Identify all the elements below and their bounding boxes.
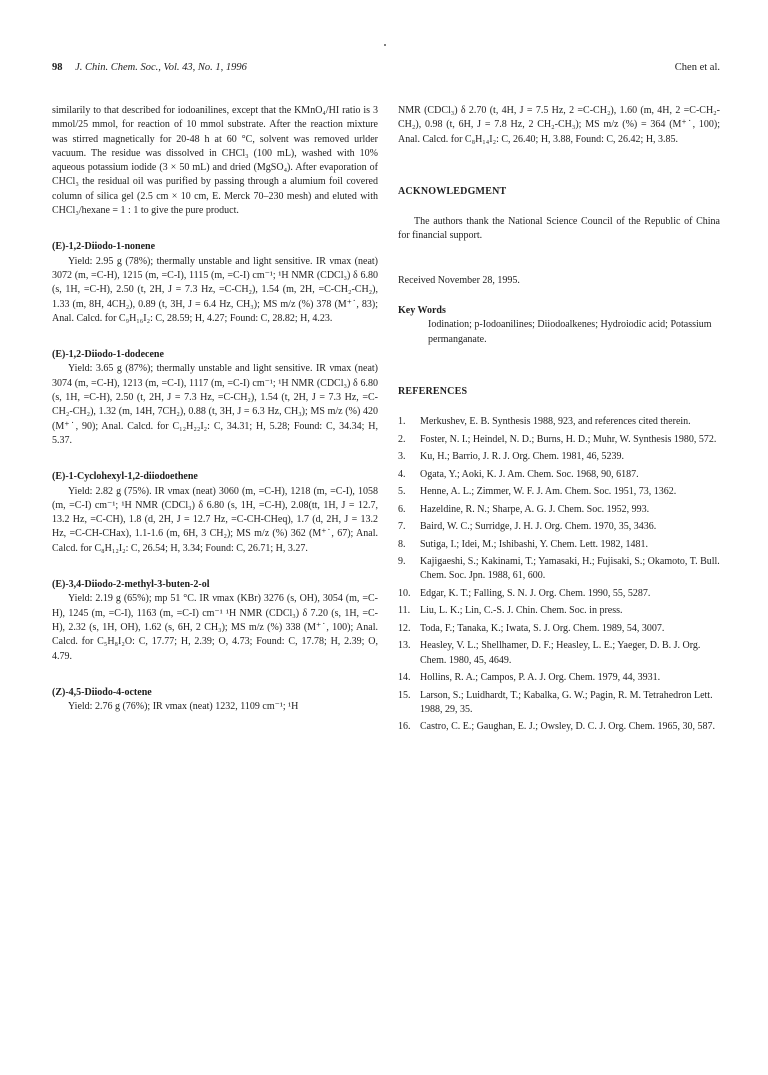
reference-item — [398, 520, 720, 534]
reference-number: 14. — [398, 672, 411, 684]
acknowledgment-heading: ACKNOWLEDGMENT — [398, 185, 507, 197]
reference-item — [398, 587, 720, 601]
compound-entry — [52, 240, 378, 326]
reference-number: 3. — [398, 451, 406, 463]
reference-text: Hazeldine, R. N.; Sharpe, A. G. J. Chem. Soc. 1952, 993. — [420, 503, 650, 515]
keywords-heading: Key Words — [398, 305, 446, 317]
reference-text: Baird, W. C.; Surridge, J. H. J. Org. Chem. 1970, 35, 3436. — [420, 521, 657, 533]
right-column — [398, 104, 720, 738]
reference-text: Sutiga, I.; Idei, M.; Ishibashi, Y. Chem. Lett. 1982, 1481. — [420, 538, 649, 550]
reference-text: Ogata, Y.; Aoki, K. J. Am. Chem. Soc. 1968, 90, 6187. — [420, 468, 639, 480]
reference-item — [398, 689, 720, 718]
compound-title: (E)-1,2-Diiodo-1-dodecene — [52, 349, 164, 361]
received-date: Received November 28, 1995. — [398, 274, 520, 286]
reference-number: 11. — [398, 605, 411, 617]
reference-number: 1. — [398, 416, 406, 428]
compound-title: (E)-1-Cyclohexyl-1,2-diiodoethene — [52, 471, 198, 483]
reference-text: Edgar, K. T.; Falling, S. N. J. Org. Chem. 1990, 55, 5287. — [420, 587, 651, 599]
compound-data-continued: NMR (CDCl₃) δ 2.70 (t, 4H, J = 7.5 Hz, 2 =C-CH₂), 1.60 (m, 4H, 2 =C-CH₂-CH₂), 0.98 (t, 6H, J = 7.8 Hz, 2 CH₂-CH₃); MS m/z (%) = 364 (M⁺˙, 100); Anal. Calcd. for C₈H₁₄I₂: C, 26.40; H, 3.88, Found: C, 26.42; H, 3.85. — [398, 105, 720, 145]
reference-text: Kajigaeshi, S.; Kakinami, T.; Yamasaki, H.; Fujisaki, S.; Okamoto, T. Bull. Chem. Soc. Jpn. 1988, 61, 600. — [420, 556, 720, 582]
reference-text: Castro, C. E.; Gaughan, E. J.; Owsley, D. C. J. Org. Chem. 1965, 30, 587. — [420, 721, 715, 733]
reference-number: 13. — [398, 640, 411, 652]
page-speck — [384, 44, 386, 46]
reference-number: 6. — [398, 503, 406, 515]
reference-text: Heasley, V. L.; Shellhamer, D. F.; Heasley, L. E.; Yaeger, D. B. J. Org. Chem. 1980, 45, 4649. — [420, 640, 701, 666]
compound-data: Yield: 2.76 g (76%); IR νmax (neat) 1232, 1109 cm⁻¹; ¹H — [68, 701, 299, 713]
compound-entry — [52, 578, 378, 664]
reference-item — [398, 485, 720, 499]
reference-item — [398, 622, 720, 636]
running-authors: Chen et al. — [674, 62, 720, 73]
reference-item — [398, 433, 720, 447]
references-heading: REFERENCES — [398, 385, 468, 397]
reference-number: 5. — [398, 486, 406, 498]
reference-item — [398, 671, 720, 685]
reference-item — [398, 415, 720, 429]
reference-number: 15. — [398, 689, 411, 701]
reference-item — [398, 720, 720, 734]
running-header — [52, 62, 720, 78]
reference-number: 2. — [398, 433, 406, 445]
compound-title: (E)-3,4-Diiodo-2-methyl-3-buten-2-ol — [52, 579, 210, 591]
reference-text: Toda, F.; Tanaka, K.; Iwata, S. J. Org. Chem. 1989, 54, 3007. — [420, 622, 665, 634]
compound-data: Yield: 3.65 g (87%); thermally unstable and light sensitive. IR νmax (neat) 3074 (m, =C-H), 1213 (m, =C-I), 1117 (m, =C-I) cm⁻¹; ¹H NMR (CDCl₃) δ 6.80 (s, 1H, =C-H), 2.50 (t, 2H, J = 7.3 Hz, =C-CH₂), 1.54 (t, 2H, J = 7.3 Hz, =C-CH₂-CH₂), 1.32 (m, 14H, 7CH₂), 0.88 (t, 3H, J = 6.3 Hz, CH₃); MS m/z (%) 420 (M⁺˙, 90); Anal. Calcd. for C₁₂H₂₂I₂: C, 34.31; H, 5.28; Found: C, 34.34; H, 5.37. — [52, 363, 378, 446]
compound-data: Yield: 2.95 g (78%); thermally unstable and light sensitive. IR νmax (neat) 3072 (m, =C-H), 1215 (m, =C-I), 1115 (m, =C-I) cm⁻¹; ¹H NMR (CDCl₃) δ 6.80 (s, 1H, =C-H), 2.50 (t, 2H, J = 7.3 Hz, =C-CH₂), 1.54 (m, 2H, =C-CH₂-CH₂), 1.33 (m, 8H, 4CH₂), 0.89 (t, 3H, J = 6.4 Hz, CH₃); MS m/z (%) 378 (M⁺˙, 83); Anal. Calcd. for C₉H₁₆I₂: C, 28.59; H, 4.27; Found: C, 28.82; H, 4.23. — [52, 255, 378, 324]
reference-text: Liu, L. K.; Lin, C.-S. J. Chin. Chem. Soc. in press. — [420, 605, 623, 617]
reference-item — [398, 468, 720, 482]
compound-entry — [52, 348, 378, 448]
reference-number: 10. — [398, 587, 411, 599]
reference-text: Merkushev, E. B. Synthesis 1988, 923, and references cited therein. — [420, 416, 691, 428]
procedure-paragraph: similarily to that described for iodoanilines, except that the KMnO₄/HI ratio is 3 mmol/25 mmol, for reaction of 10 mmol substrate. After the reaction mixture was stirred magnetically for 20-48 h at 60 °C, solvent was removed urlder vacuum. The residue was dissolved in CHCl₃ (100 mL), washed with 10% aqueous potassium iodide (3 × 50 mL) and dried (MgSO₄). After evaporation of CHCl₃ the residual oil was purified by passing through a alumium foil covered column of silica gel (2.5 cm × 10 cm, E. Merck 70–230 mesh) and eluted with CHCl₃/hexane = 1 : 1 to give the pure product. — [52, 105, 378, 217]
acknowledgment-text: The authors thank the National Science Council of the Republic of China for financial support. — [398, 216, 720, 242]
reference-item — [398, 503, 720, 517]
reference-text: Ku, H.; Barrio, J. R. J. Org. Chem. 1981, 46, 5239. — [420, 451, 624, 463]
reference-item — [398, 555, 720, 584]
reference-number: 16. — [398, 721, 411, 733]
compound-title: (E)-1,2-Diiodo-1-nonene — [52, 241, 156, 253]
references-list — [398, 415, 720, 734]
left-column — [52, 104, 378, 714]
reference-item — [398, 639, 720, 668]
page-number: 98 — [52, 62, 63, 73]
reference-number: 4. — [398, 468, 406, 480]
reference-number: 9. — [398, 556, 406, 568]
keywords-list: Iodination; p-Iodoanilines; Diiodoalkenes; Hydroiodic acid; Potassium permanganate. — [428, 319, 712, 345]
reference-text: Larson, S.; Luidhardt, T.; Kabalka, G. W.; Pagin, R. M. Tetrahedron Lett. 1988, 29, 35. — [420, 689, 713, 715]
compound-entry — [52, 686, 378, 715]
compound-data: Yield: 2.82 g (75%). IR νmax (neat) 3060 (m, =C-H), 1218 (m, =C-I), 1058 (m, =C-I) cm⁻¹; ¹H NMR (CDCl₃) δ 6.80 (s, 1H, =C-H), 2.08(tt, 1H, J = 12.7, 13.2 Hz, =C-CH), 1.8 (d, 2H, J = 12.7 Hz, =C-CH-CHeq), 1.7 (d, 2H, J = 13.2 Hz, =C-CH-CHax), 1.1-1.6 (m, 6H, 3 CH₂); MS m/z (%) 362 (M⁺˙, 67); Anal. Calcd. for C₈H₁₂I₂: C, 26.54; H, 3.34; Found: C, 26.71; H, 3.27. — [52, 485, 378, 554]
reference-text: Henne, A. L.; Zimmer, W. F. J. Am. Chem. Soc. 1951, 73, 1362. — [420, 486, 677, 498]
reference-number: 7. — [398, 521, 406, 533]
reference-item — [398, 450, 720, 464]
reference-text: Foster, N. I.; Heindel, N. D.; Burns, H. D.; Muhr, W. Synthesis 1980, 572. — [420, 433, 717, 445]
reference-number: 8. — [398, 538, 406, 550]
reference-item — [398, 604, 720, 618]
reference-number: 12. — [398, 622, 411, 634]
compound-data: Yield: 2.19 g (65%); mp 51 °C. IR νmax (KBr) 3276 (s, OH), 3054 (m, =C-H), 1245 (m, =C-I), 1163 (m, =C-I) cm⁻¹ ¹H NMR (CDCl₃) δ 7.20 (s, 1H, =C-H), 2.32 (s, 1H, OH), 1.62 (s, 6H, 2 CH₃); MS m/z (%) 338 (M⁺˙, 100); Anal. Calcd. for C₅H₈I₂O: C, 17.77; H, 2.39; O, 4.73; Found: C, 17.78; H, 2.39; O, 4.79. — [52, 593, 378, 662]
compound-entry — [52, 470, 378, 556]
reference-item — [398, 538, 720, 552]
compound-title: (Z)-4,5-Diiodo-4-octene — [52, 686, 152, 698]
reference-text: Hollins, R. A.; Campos, P. A. J. Org. Chem. 1979, 44, 3931. — [420, 672, 661, 684]
journal-citation: J. Chin. Chem. Soc., Vol. 43, No. 1, 1996 — [75, 62, 247, 73]
